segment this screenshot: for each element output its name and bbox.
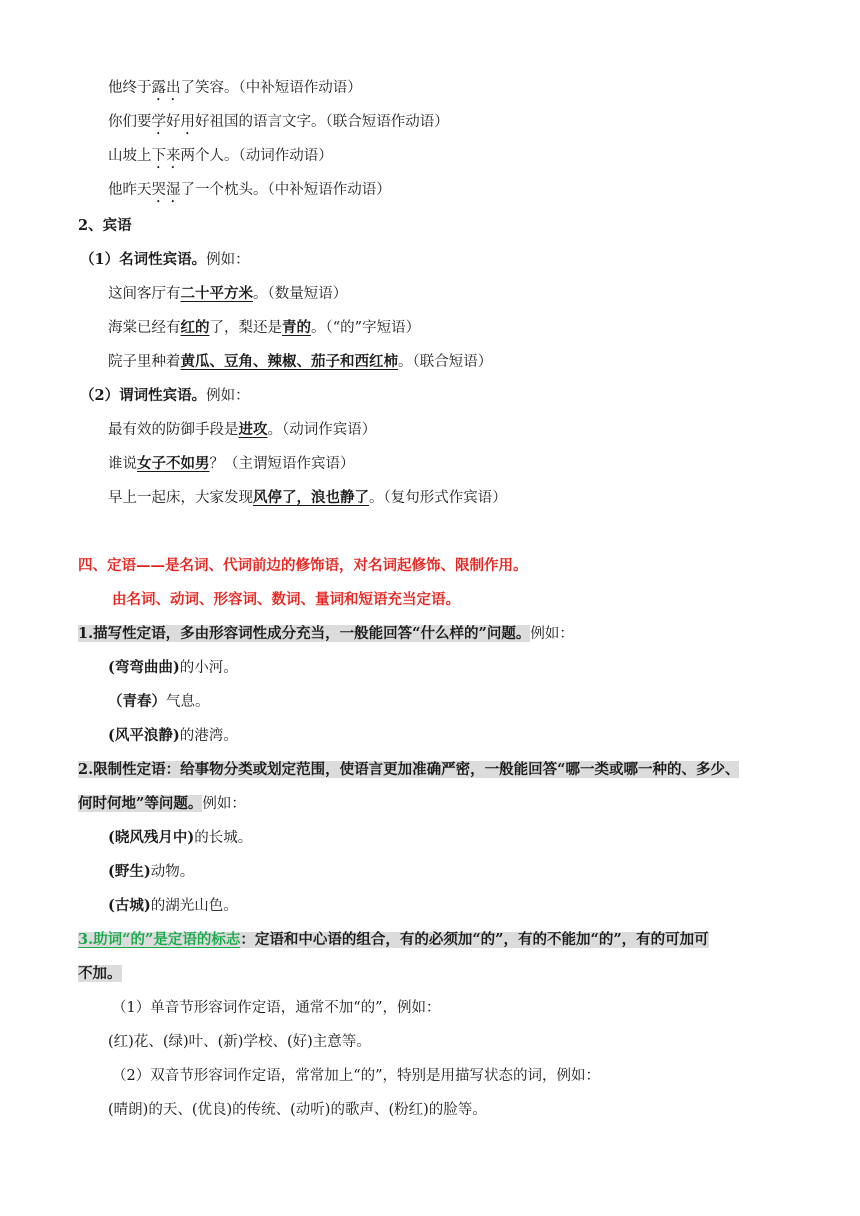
emphasis-text: 用	[180, 114, 195, 130]
example-line: (古城)的湖光山色。	[108, 897, 238, 914]
point-2-line-1: 2.限制性定语：给事物分类或划定范围，使语言更加准确严密，一般能回答“哪一类或哪一种的、多少、	[78, 761, 740, 778]
example-line: 海棠已经有红的了，梨还是青的。（“的”字短语）	[108, 319, 421, 336]
subsection-title: （1）名词性宾语。例如：	[80, 251, 250, 268]
emphasis-text: 下来	[151, 148, 181, 164]
subsection-title: （2）谓词性宾语。例如：	[80, 387, 250, 404]
emphasis-text: 哭湿	[151, 182, 181, 198]
point-3-line-1: 3.助词“的”是定语的标志：定语和中心语的组合，有的必须加“的”，有的不能加“的”，有的可加可	[78, 931, 709, 948]
underlined-text: 黄瓜、豆角、辣椒、茄子和西红柿	[180, 353, 398, 370]
underlined-text: 二十平方米	[180, 285, 253, 302]
underlined-text: 女子不如男	[137, 455, 210, 472]
green-marker-text: 3.助词“的”是定语的标志	[78, 931, 241, 948]
underlined-text: 青的	[282, 319, 311, 336]
point-1: 1.描写性定语，多由形容词性成分充当，一般能回答“什么样的”问题。例如：	[78, 625, 574, 642]
example-line-2: 你们要学好用好祖国的语言文字。（联合短语作动语）	[108, 114, 449, 130]
point-3-line-2: 不加。	[78, 965, 122, 982]
example-line: (晓风残月中)的长城。	[108, 829, 253, 846]
example-line: (弯弯曲曲)的小河。	[108, 659, 238, 676]
emphasis-text: 学	[151, 114, 166, 130]
section-title-object: 2、宾语	[78, 217, 132, 234]
point-2-line-2: 何时何地”等问题。例如：	[78, 795, 246, 812]
emphasis-text: 露出	[151, 80, 181, 96]
example-line: (晴朗)的天、(优良)的传统、(动听)的歌声、(粉红)的脸等。	[108, 1102, 487, 1118]
example-line: (风平浪静)的港湾。	[108, 727, 238, 744]
example-line-1: 他终于露出了笑容。（中补短语作动语）	[108, 80, 362, 96]
example-line: 这间客厅有二十平方米。（数量短语）	[108, 285, 348, 302]
example-line-4: 他昨天哭湿了一个枕头。（中补短语作动语）	[108, 182, 391, 198]
example-line-3: 山坡上下来两个人。（动词作动语）	[108, 148, 333, 164]
example-line: 谁说女子不如男？（主谓短语作宾语）	[108, 455, 355, 472]
example-line: 早上一起床，大家发现风停了，浪也静了。（复句形式作宾语）	[108, 489, 507, 506]
example-line: 最有效的防御手段是进攻。（动词作宾语）	[108, 421, 377, 438]
example-line: (红)花、(绿)叶、(新)学校、(好)主意等。	[108, 1034, 371, 1050]
example-line: (野生)动物。	[108, 863, 195, 880]
underlined-text: 进攻	[238, 421, 268, 438]
underlined-text: 风停了，浪也静了	[253, 489, 369, 506]
underlined-text: 红的	[180, 319, 210, 336]
example-line: （青春）气息。	[108, 693, 210, 710]
rule-line: （1）单音节形容词作定语，通常不加“的”，例如：	[112, 1000, 441, 1016]
rule-line: （2）双音节形容词作定语，常常加上“的”，特别是用描写状态的词，例如：	[112, 1068, 601, 1084]
section-heading-attributive-sub: 由名词、动词、形容词、数词、量词和短语充当定语。	[112, 591, 460, 608]
section-heading-attributive: 四、定语——是名词、代词前边的修饰语，对名词起修饰、限制作用。	[78, 557, 528, 574]
example-line: 院子里种着黄瓜、豆角、辣椒、茄子和西红柿。（联合短语）	[108, 353, 493, 370]
